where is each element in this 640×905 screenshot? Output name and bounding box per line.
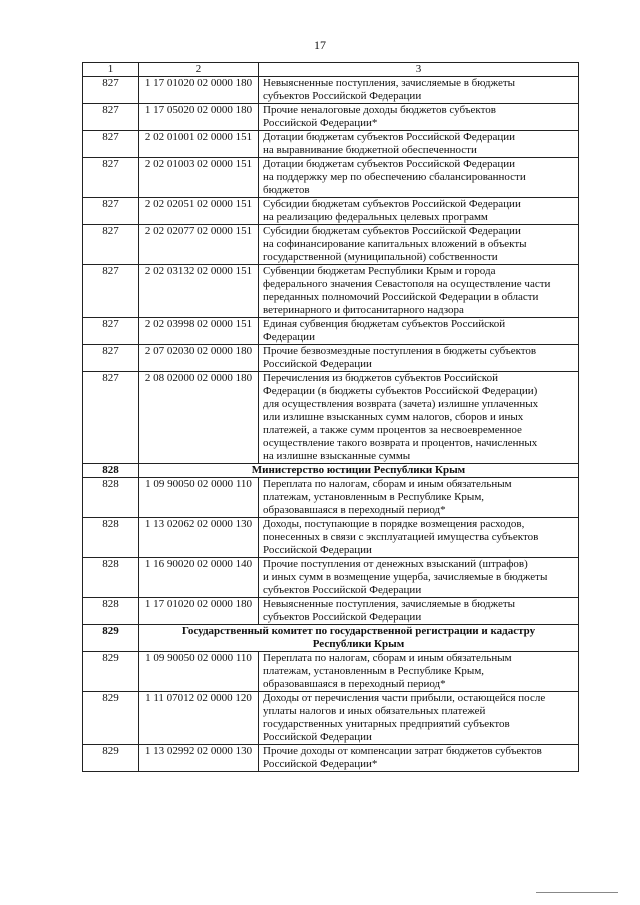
table-row	[83, 372, 579, 464]
administrator-code: 829	[83, 692, 139, 745]
revenue-description: Невыясненные поступления, зачисляемые в бюджеты субъектов Российской Федерации	[259, 598, 579, 625]
administrator-code: 827	[83, 372, 139, 464]
section-header-row	[83, 464, 579, 478]
table-row	[83, 652, 579, 692]
table-row	[83, 265, 579, 318]
table-row	[83, 158, 579, 198]
table-row	[83, 77, 579, 104]
section-title: Государственный комитет по государственной регистрации и кадастру Республики Крым	[139, 625, 579, 652]
revenue-code: 1 17 01020 02 0000 180	[139, 77, 259, 104]
revenue-description: Прочие неналоговые доходы бюджетов субъектов Российской Федерации*	[259, 104, 579, 131]
administrator-code: 828	[83, 518, 139, 558]
table-row	[83, 131, 579, 158]
revenue-description: Субвенции бюджетам Республики Крым и города федерального значения Севастополя на осуществление части переданных полномочий Российской Федерации в области ветеринарного и фитосанитарного надзора	[259, 265, 579, 318]
page-corner-mark	[536, 892, 618, 899]
table-header-row	[83, 63, 579, 77]
revenue-code: 2 07 02030 02 0000 180	[139, 345, 259, 372]
administrator-code: 827	[83, 198, 139, 225]
administrator-code: 829	[83, 745, 139, 772]
revenue-description: Субсидии бюджетам субъектов Российской Федерации на реализацию федеральных целевых программ	[259, 198, 579, 225]
column-header-3: 3	[259, 63, 579, 77]
administrator-code: 827	[83, 345, 139, 372]
revenue-description: Доходы от перечисления части прибыли, остающейся после уплаты налогов и иных обязательных платежей государственных унитарных предприятий субъектов Российской Федерации	[259, 692, 579, 745]
table-row	[83, 104, 579, 131]
administrator-code: 828	[83, 598, 139, 625]
revenue-code: 1 09 90050 02 0000 110	[139, 478, 259, 518]
revenue-description: Перечисления из бюджетов субъектов Российской Федерации (в бюджеты субъектов Российской Федерации) для осуществления возврата (зачета) излишне уплаченных или излишне взысканных сумм налогов, сборов и иных платежей, а также сумм процентов за несвоевременное осуществление такого возврата и процентов, начисленных на излишне взысканные суммы	[259, 372, 579, 464]
revenue-description: Субсидии бюджетам субъектов Российской Федерации на софинансирование капитальных вложений в объекты государственной (муниципальной) собственности	[259, 225, 579, 265]
revenue-description: Переплата по налогам, сборам и иным обязательным платежам, установленным в Республике Крым, образовавшаяся в переходный период*	[259, 652, 579, 692]
revenue-description: Единая субвенция бюджетам субъектов Российской Федерации	[259, 318, 579, 345]
revenue-description: Переплата по налогам, сборам и иным обязательным платежам, установленным в Республике Крым, образовавшаяся в переходный период*	[259, 478, 579, 518]
table-row	[83, 518, 579, 558]
revenue-description: Прочие поступления от денежных взысканий (штрафов) и иных сумм в возмещение ущерба, зачисляемые в бюджеты субъектов Российской Федерации	[259, 558, 579, 598]
administrator-code: 829	[83, 625, 139, 652]
revenue-description: Прочие безвозмездные поступления в бюджеты субъектов Российской Федерации	[259, 345, 579, 372]
revenue-code: 2 02 03132 02 0000 151	[139, 265, 259, 318]
table-row	[83, 598, 579, 625]
section-title: Министерство юстиции Республики Крым	[139, 464, 579, 478]
table-row	[83, 745, 579, 772]
revenue-description: Дотации бюджетам субъектов Российской Федерации на выравнивание бюджетной обеспеченности	[259, 131, 579, 158]
administrator-code: 827	[83, 131, 139, 158]
administrator-code: 827	[83, 265, 139, 318]
administrator-code: 827	[83, 158, 139, 198]
administrator-code: 829	[83, 652, 139, 692]
revenue-code: 2 02 01003 02 0000 151	[139, 158, 259, 198]
revenue-code: 2 02 03998 02 0000 151	[139, 318, 259, 345]
revenue-code: 1 13 02062 02 0000 130	[139, 518, 259, 558]
revenue-code: 1 17 01020 02 0000 180	[139, 598, 259, 625]
revenue-code: 2 02 02077 02 0000 151	[139, 225, 259, 265]
administrator-code: 828	[83, 478, 139, 518]
revenue-code: 1 13 02992 02 0000 130	[139, 745, 259, 772]
revenue-description: Невыясненные поступления, зачисляемые в бюджеты субъектов Российской Федерации	[259, 77, 579, 104]
revenue-code: 1 09 90050 02 0000 110	[139, 652, 259, 692]
revenue-code: 2 02 01001 02 0000 151	[139, 131, 259, 158]
administrator-code: 828	[83, 558, 139, 598]
section-header-row	[83, 625, 579, 652]
table-body	[83, 63, 579, 772]
table-row	[83, 478, 579, 518]
revenue-description: Прочие доходы от компенсации затрат бюджетов субъектов Российской Федерации*	[259, 745, 579, 772]
revenue-codes-table	[82, 62, 579, 772]
revenue-code: 1 11 07012 02 0000 120	[139, 692, 259, 745]
administrator-code: 827	[83, 318, 139, 345]
revenue-description: Доходы, поступающие в порядке возмещения расходов, понесенных в связи с эксплуатацией имущества субъектов Российской Федерации	[259, 518, 579, 558]
administrator-code: 827	[83, 77, 139, 104]
administrator-code: 828	[83, 464, 139, 478]
administrator-code: 827	[83, 225, 139, 265]
revenue-code: 1 17 05020 02 0000 180	[139, 104, 259, 131]
page-number: 17	[314, 38, 326, 52]
table-row	[83, 318, 579, 345]
revenue-code: 1 16 90020 02 0000 140	[139, 558, 259, 598]
table-row	[83, 198, 579, 225]
revenue-code: 2 02 02051 02 0000 151	[139, 198, 259, 225]
administrator-code: 827	[83, 104, 139, 131]
table-row	[83, 558, 579, 598]
revenue-description: Дотации бюджетам субъектов Российской Федерации на поддержку мер по обеспечению сбалансированности бюджетов	[259, 158, 579, 198]
table-row	[83, 225, 579, 265]
column-header-2: 2	[139, 63, 259, 77]
revenue-code: 2 08 02000 02 0000 180	[139, 372, 259, 464]
column-header-1: 1	[83, 63, 139, 77]
table-row	[83, 692, 579, 745]
table-row	[83, 345, 579, 372]
